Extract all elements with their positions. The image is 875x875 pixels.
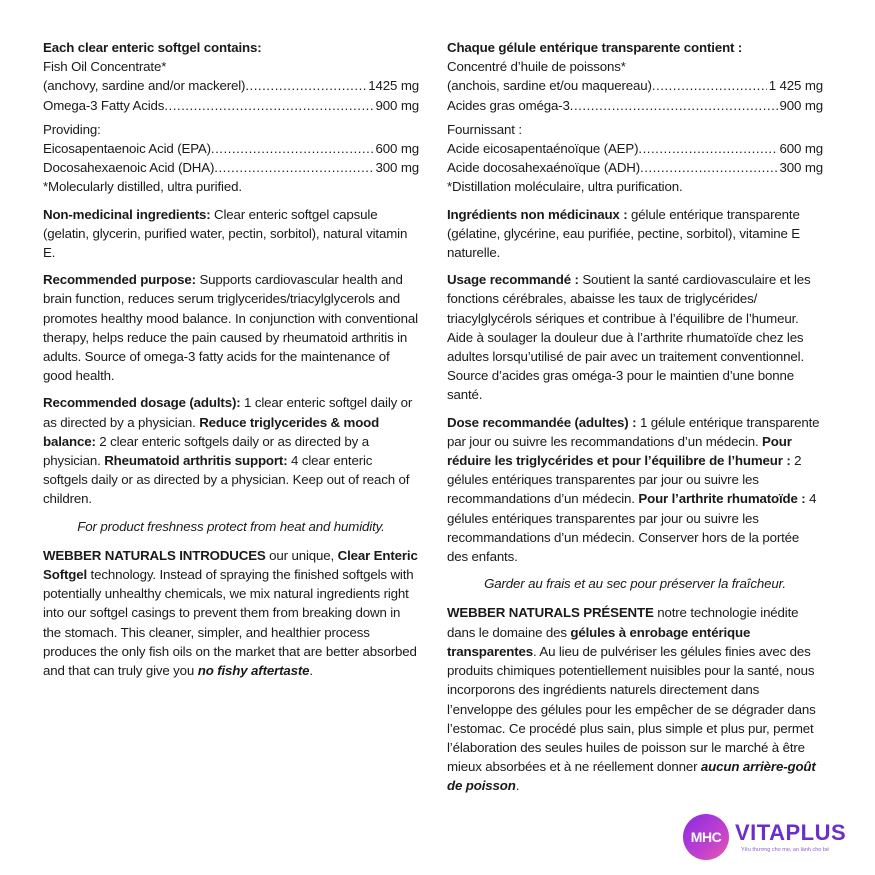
dosage-text: 4 gélules entériques transparentes par jour ou suivre les recommandations d’un médecin. Conserver hors de la portée des enfants. <box>447 491 817 565</box>
french-column <box>447 38 823 804</box>
english-column <box>43 38 419 688</box>
leader-dots <box>214 158 373 177</box>
ingredient-row-dha <box>447 158 823 177</box>
leader-dots <box>640 158 778 177</box>
leader-dots <box>211 139 374 158</box>
ingredient-amount: 300 mg <box>779 160 823 176</box>
intro-section <box>447 603 823 795</box>
contents-heading: Each clear enteric softgel contains: <box>43 40 262 55</box>
contents-heading: Chaque gélule entérique transparente contient : <box>447 40 743 55</box>
leader-dots <box>652 76 767 95</box>
intro-end: . <box>309 663 313 679</box>
leader-dots <box>570 96 778 115</box>
leader-dots <box>638 139 777 158</box>
ingredient-row-sources <box>447 76 823 95</box>
ingredient-label: Acide eicosapentaénoïque (AEP) <box>447 141 639 157</box>
freshness-note: Garder au frais et au sec pour préserver la fraîcheur. <box>484 576 786 592</box>
ingredient-row-epa <box>447 139 823 158</box>
dosage-heading-triglycerides: Reduce triglycerides & mood balance: <box>43 414 380 449</box>
intro-section <box>43 546 419 680</box>
ingredient-amount: 600 mg <box>375 141 419 157</box>
ingredient-amount: 900 mg <box>375 97 419 113</box>
intro-text: . Au lieu de pulvériser les gélules finies avec des produits chimiques potentiellement nuisibles pour la santé, nous incorporons des ingrédients naturels directement dans l’enveloppe des gélules pour les empêcher de se dégrader dans l’estomac. Ce procédé plus sain, plus simple et plus pur, permet l’élaboration des seules huiles de poisson sur le marché à être mieux absorbées et à ne réellement donner <box>447 643 816 775</box>
ingredient-label: (anchovy, sardine and/or mackerel) <box>43 78 246 94</box>
dosage-text: 2 clear enteric softgels daily or as directed by a physician. <box>43 433 369 469</box>
ingredient-label: Omega-3 Fatty Acids <box>43 97 165 113</box>
nonmedicinal-section <box>447 205 823 263</box>
ingredient-amount: 1425 mg <box>368 78 419 94</box>
nonmedicinal-text: gélule entérique transparente (gélatine, glycérine, eau purifiée, pectine, sorbitol), vitamine E naturelle. <box>447 206 800 261</box>
logo-tagline: Yêu thương cho mẹ, an lành cho bé <box>741 847 830 853</box>
ingredient-row-epa <box>43 139 419 158</box>
dosage-section <box>43 393 419 508</box>
intro-text: our unique, <box>265 547 338 563</box>
mhc-badge: MHC <box>683 814 729 860</box>
ingredient-row-sources <box>43 76 419 95</box>
intro-bold: Clear Enteric Softgel <box>43 547 418 583</box>
ingredient-row-omega3 <box>43 96 419 115</box>
ingredient-row-dha <box>43 158 419 177</box>
nonmedicinal-text: Clear enteric softgel capsule (gelatin, glycerin, purified water, pectin, sorbitol), natural vitamin E. <box>43 206 408 261</box>
ingredient-amount: 1 425 mg <box>768 78 823 94</box>
intro-bold: gélules à enrobage entérique transparentes <box>447 624 751 659</box>
vitaplus-logo <box>683 814 847 860</box>
intro-emphasis: no fishy aftertaste <box>197 663 310 679</box>
purpose-heading: Recommended purpose: <box>43 272 196 288</box>
ingredient-label: Eicosapentaenoic Acid (EPA) <box>43 141 211 157</box>
nonmedicinal-heading: Ingrédients non médicinaux : <box>447 206 628 222</box>
providing-label: Fournissant : <box>447 121 522 137</box>
purpose-text: Supports cardiovascular health and brain function, reduces serum triglycerides/triacylglycerols and promotes healthy mood balance. In conjunction with conventional therapy, helps reduce the pain caused by rheumatoid arthritis in adults. Source of omega-3 fatty acids for the maintenance of good health. <box>43 272 418 384</box>
ingredient-amount: 900 mg <box>779 97 823 113</box>
purpose-section <box>447 270 823 404</box>
dosage-text: 4 clear enteric softgels daily or as directed by a physician. Keep out of reach of children. <box>43 453 410 507</box>
logo-wordmark: VITAPLUS <box>735 820 847 845</box>
ingredient-amount: 600 mg <box>779 141 823 157</box>
ingredient-label: Acide docosahexaénoïque (ADH) <box>447 160 641 176</box>
dosage-heading-arthritis: Pour l’arthrite rhumatoïde : <box>638 491 806 507</box>
dosage-heading: Dose recommandée (adultes) : <box>447 414 637 430</box>
intro-text: technology. Instead of spraying the finished softgels with potentially unhealthy chemicals, we mix natural ingredients right into our softgel casings to prevent them from breaking down in the stomach. This cleaner, simpler, and healthier process produces the only fish oils on the market that are better absorbed and that can truly give you <box>43 567 417 679</box>
dosage-heading: Recommended dosage (adults): <box>43 395 241 411</box>
contents-section <box>43 38 419 197</box>
ingredient-amount: 300 mg <box>375 160 419 176</box>
leader-dots <box>245 76 366 95</box>
fish-oil-label: Fish Oil Concentrate* <box>43 59 167 75</box>
purpose-text: Soutient la santé cardiovasculaire et les fonctions cérébrales, abaisse les taux de triglycérides/ triacylglycérols sériques et contribue à l’équilibre de l’humeur. Aide à soulager la douleur due à l’arthrite rhumatoïde chez les adultes lorsqu’utilisé de pair avec un traitement conventionnel. Source d’acides gras oméga-3 pour le maintien d’une bonne santé. <box>447 272 811 403</box>
footnote: *Molecularly distilled, ultra purified. <box>43 179 242 195</box>
intro-end: . <box>515 778 520 794</box>
nonmedicinal-section <box>43 205 419 263</box>
intro-heading: WEBBER NATURALS PRÉSENTE <box>447 605 654 621</box>
nonmedicinal-heading: Non-medicinal ingredients: <box>43 206 211 222</box>
dosage-heading-triglycerides: Pour réduire les triglycérides et pour l’équilibre de l’humeur : <box>447 433 792 469</box>
fish-oil-label: Concentré d’huile de poissons* <box>447 59 626 75</box>
ingredient-label: Docosahexaenoic Acid (DHA) <box>43 160 215 176</box>
purpose-heading: Usage recommandé : <box>447 272 579 288</box>
ingredient-row-omega3 <box>447 96 823 115</box>
dosage-section <box>447 413 823 567</box>
dosage-text: 2 gélules entériques transparentes par jour ou suivre les recommandations d’un médecin. <box>447 453 802 507</box>
providing-label: Providing: <box>43 121 101 137</box>
intro-text: notre technologie inédite dans le domaine des <box>447 605 799 640</box>
freshness-note: For product freshness protect from heat and humidity. <box>77 518 385 534</box>
intro-heading: WEBBER NATURALS INTRODUCES <box>43 547 266 563</box>
dosage-heading-arthritis: Rheumatoid arthritis support: <box>104 453 288 469</box>
ingredient-label: (anchois, sardine et/ou maquereau) <box>447 78 652 94</box>
dosage-text: 1 clear enteric softgel daily or as directed by a physician. <box>43 395 413 430</box>
intro-emphasis: aucun arrière-goût de poisson <box>447 759 816 794</box>
contents-section <box>447 38 823 197</box>
purpose-section <box>43 270 419 385</box>
dosage-text: 1 gélule entérique transparente par jour ou suivre les recommandations d’un médecin. <box>447 414 820 449</box>
footnote: *Distillation moléculaire, ultra purification. <box>447 179 683 195</box>
ingredient-label: Acides gras oméga-3 <box>447 97 570 113</box>
leader-dots <box>164 96 373 115</box>
